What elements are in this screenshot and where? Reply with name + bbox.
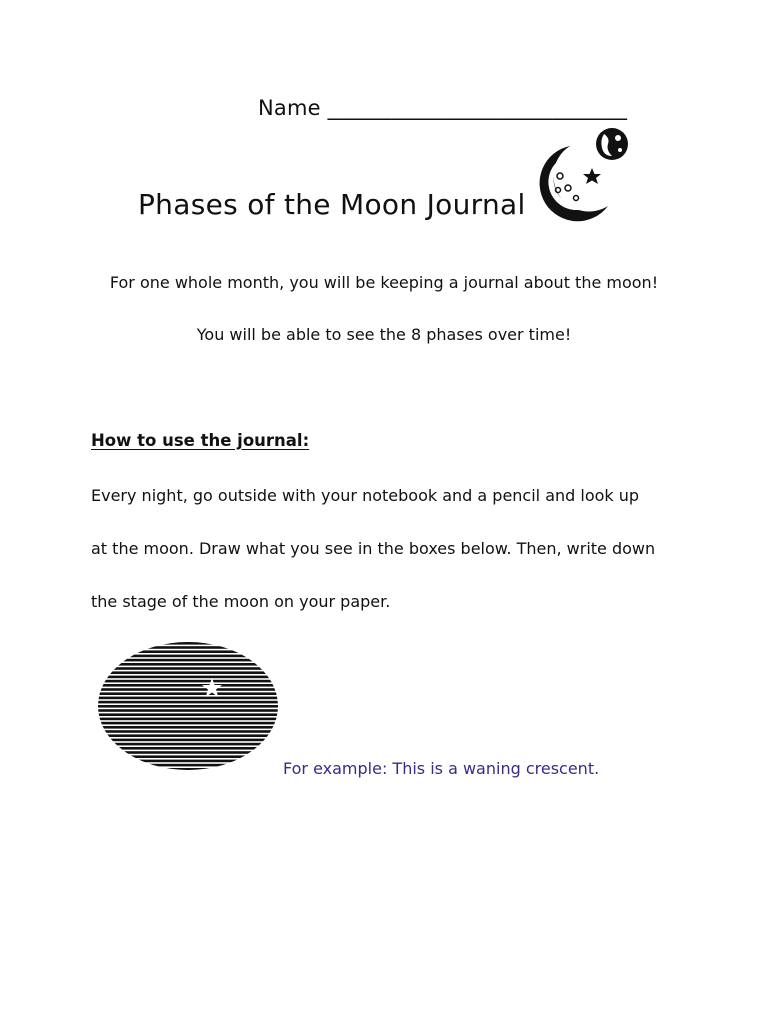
intro-line-2: You will be able to see the 8 phases over time!	[196, 325, 572, 344]
intro-line-1: For one whole month, you will be keeping a journal about the moon!	[109, 273, 659, 292]
instruction-line: at the moon. Draw what you see in the boxes below. Then, write down	[91, 539, 656, 558]
moon-stars-icon	[530, 124, 638, 224]
page-title: Phases of the Moon Journal	[138, 188, 526, 221]
howto-heading: How to use the journal:	[91, 431, 310, 450]
name-field-line: Name ____________________________	[258, 96, 628, 120]
waning-crescent-moon-icon	[96, 640, 280, 772]
instruction-line: Every night, go outside with your notebook and a pencil and look up	[91, 486, 640, 505]
example-caption: For example: This is a waning crescent.	[283, 759, 600, 778]
instruction-line: the stage of the moon on your paper.	[91, 592, 391, 611]
